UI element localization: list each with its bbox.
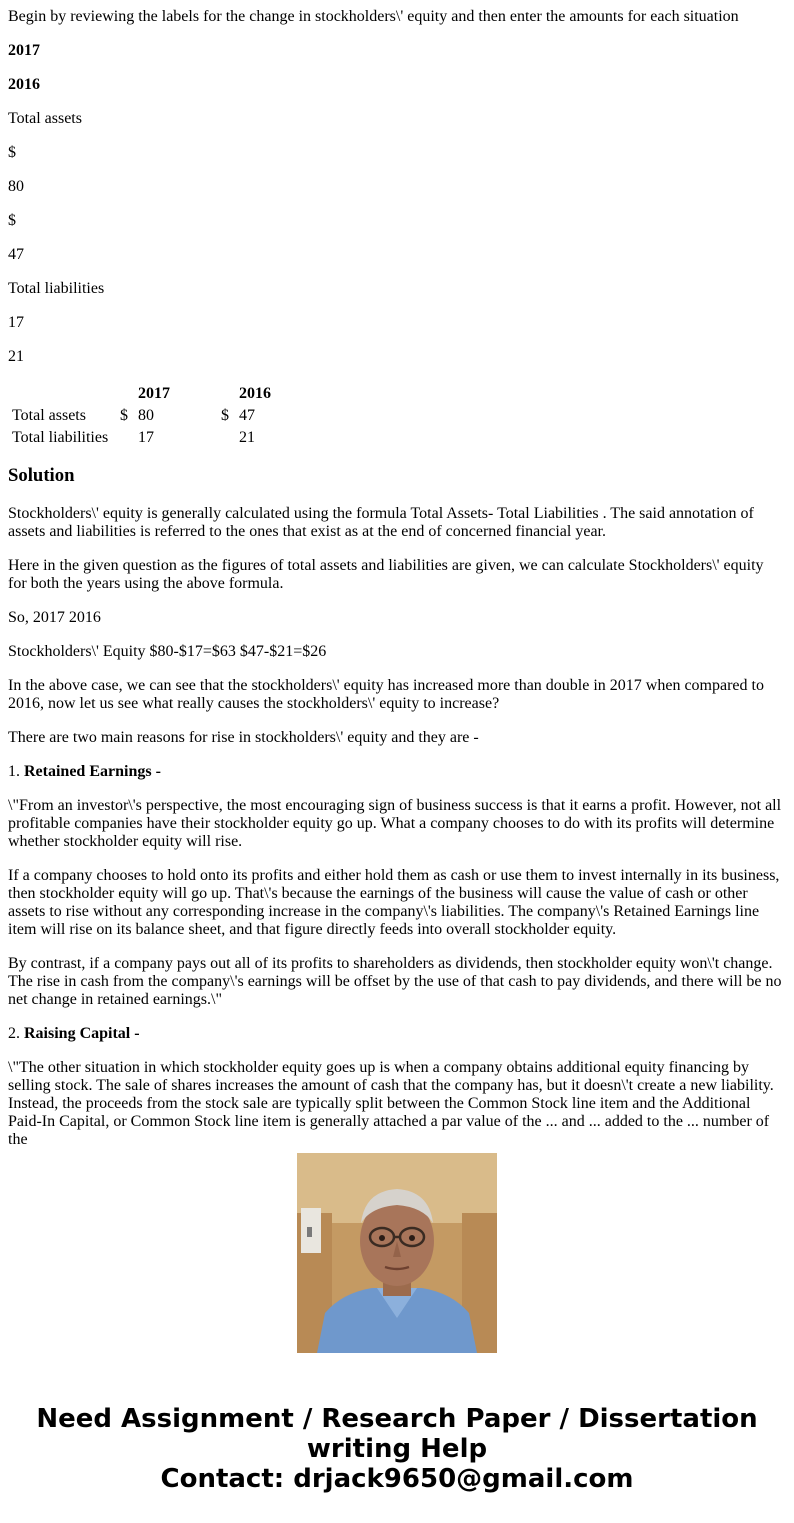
- solution-heading: Solution: [8, 465, 75, 486]
- solution-paragraph: In the above case, we can see that the stockholders\' equity has increased more than double in 2017 when compared to 2016, now let us see what really causes the stockholders\' equity to increase?: [8, 677, 764, 712]
- solution-paragraph: If a company chooses to hold onto its profits and either hold them as cash or use them to invest internally in its business, then stockholder equity will go up. That\'s because the earnings of the business will cause the value of cash or other assets to rise without any corresponding increase in the company\'s liabilities. The company\'s Retained Earnings line item will rise on its balance sheet, and that figure directly feeds into overall stockholder equity.: [8, 867, 780, 938]
- assignment-help-banner: [0, 1404, 794, 1494]
- reason-2-heading: [8, 1025, 786, 1043]
- raw-liabilities-2017: 17: [8, 314, 24, 331]
- raw-year-2017: 2017: [8, 42, 40, 59]
- row-value-2016: 21: [239, 429, 255, 446]
- intro-text: Begin by reviewing the labels for the change in stockholders\' equity and then enter the amounts for each situation: [8, 8, 739, 25]
- row-currency: [220, 428, 236, 448]
- raw-liabilities-2016: 21: [8, 348, 24, 365]
- row-value-2017: 80: [138, 407, 154, 424]
- solution-paragraph: Here in the given question as the figures of total assets and liabilities are given, we can calculate Stockholders\' equity for both the years using the above formula.: [8, 557, 764, 592]
- raw-total-assets-label: Total assets: [8, 110, 82, 127]
- solution-paragraph: Stockholders\' equity is generally calculated using the formula Total Assets- Total Liabilities . The said annotation of assets and liabilities is referred to the ones that exist as at the end of concerned financial year.: [8, 505, 754, 540]
- reason-2-number: 2.: [8, 1025, 24, 1042]
- solution-paragraph: \"From an investor\'s perspective, the most encouraging sign of business success is that it earns a profit. However, not all profitable companies have their stockholder equity go up. What a company chooses to do with its profits will determine whether stockholder equity will rise.: [8, 797, 782, 850]
- banner-line: Need Assignment / Research Paper / Dissertation: [36, 1404, 758, 1434]
- table-row: [11, 406, 319, 426]
- row-label: Total liabilities: [12, 429, 109, 446]
- raw-total-liabilities-label: Total liabilities: [8, 280, 105, 297]
- solution-paragraph: Stockholders\' Equity $80-$17=$63 $47-$21=$26: [8, 643, 327, 660]
- table-header-2016: 2016: [239, 385, 271, 402]
- banner-line: writing Help: [306, 1434, 488, 1464]
- contact-email: Contact: drjack9650@gmail.com: [160, 1464, 634, 1494]
- reason-1-heading: [8, 763, 786, 781]
- raw-assets-2016: 47: [8, 246, 24, 263]
- table-header-2017: 2017: [138, 385, 170, 402]
- raw-currency-2: $: [8, 212, 16, 229]
- document-content: [8, 8, 786, 1148]
- solution-paragraph: So, 2017 2016: [8, 609, 101, 626]
- table-header-row: [11, 384, 319, 404]
- author-photo: [297, 1153, 497, 1353]
- row-value-2016: 47: [239, 407, 255, 424]
- reason-1-number: 1.: [8, 763, 24, 780]
- raw-assets-2017: 80: [8, 178, 24, 195]
- balance-table: [9, 382, 321, 450]
- table-row: [11, 428, 319, 448]
- row-label: Total assets: [12, 407, 86, 424]
- solution-paragraph: By contrast, if a company pays out all of its profits to shareholders as dividends, then stockholder equity won\'t change. The rise in cash from the company\'s earnings will be offset by the use of that cash to pay dividends, and there will be no net change in retained earnings.\": [8, 955, 782, 1008]
- raw-currency-1: $: [8, 144, 16, 161]
- raw-year-2016: 2016: [8, 76, 40, 93]
- solution-paragraph: \"The other situation in which stockholder equity goes up is when a company obtains additional equity financing by selling stock. The sale of shares increases the amount of cash that the company has, but it doesn\'t create a new liability. Instead, the proceeds from the stock sale are typically split between the Common Stock line item and the Additional Paid-In Capital, or Common Stock line item is generally attached a par value of the ... and ... added to the ... number of the: [8, 1059, 774, 1148]
- reason-1-title: Retained Earnings -: [24, 763, 161, 780]
- row-currency: $: [221, 407, 229, 424]
- row-currency: [119, 428, 135, 448]
- row-value-2017: 17: [138, 429, 154, 446]
- reason-2-title: Raising Capital -: [24, 1025, 140, 1042]
- solution-paragraph: There are two main reasons for rise in stockholders\' equity and they are -: [8, 729, 479, 746]
- row-currency: $: [120, 407, 128, 424]
